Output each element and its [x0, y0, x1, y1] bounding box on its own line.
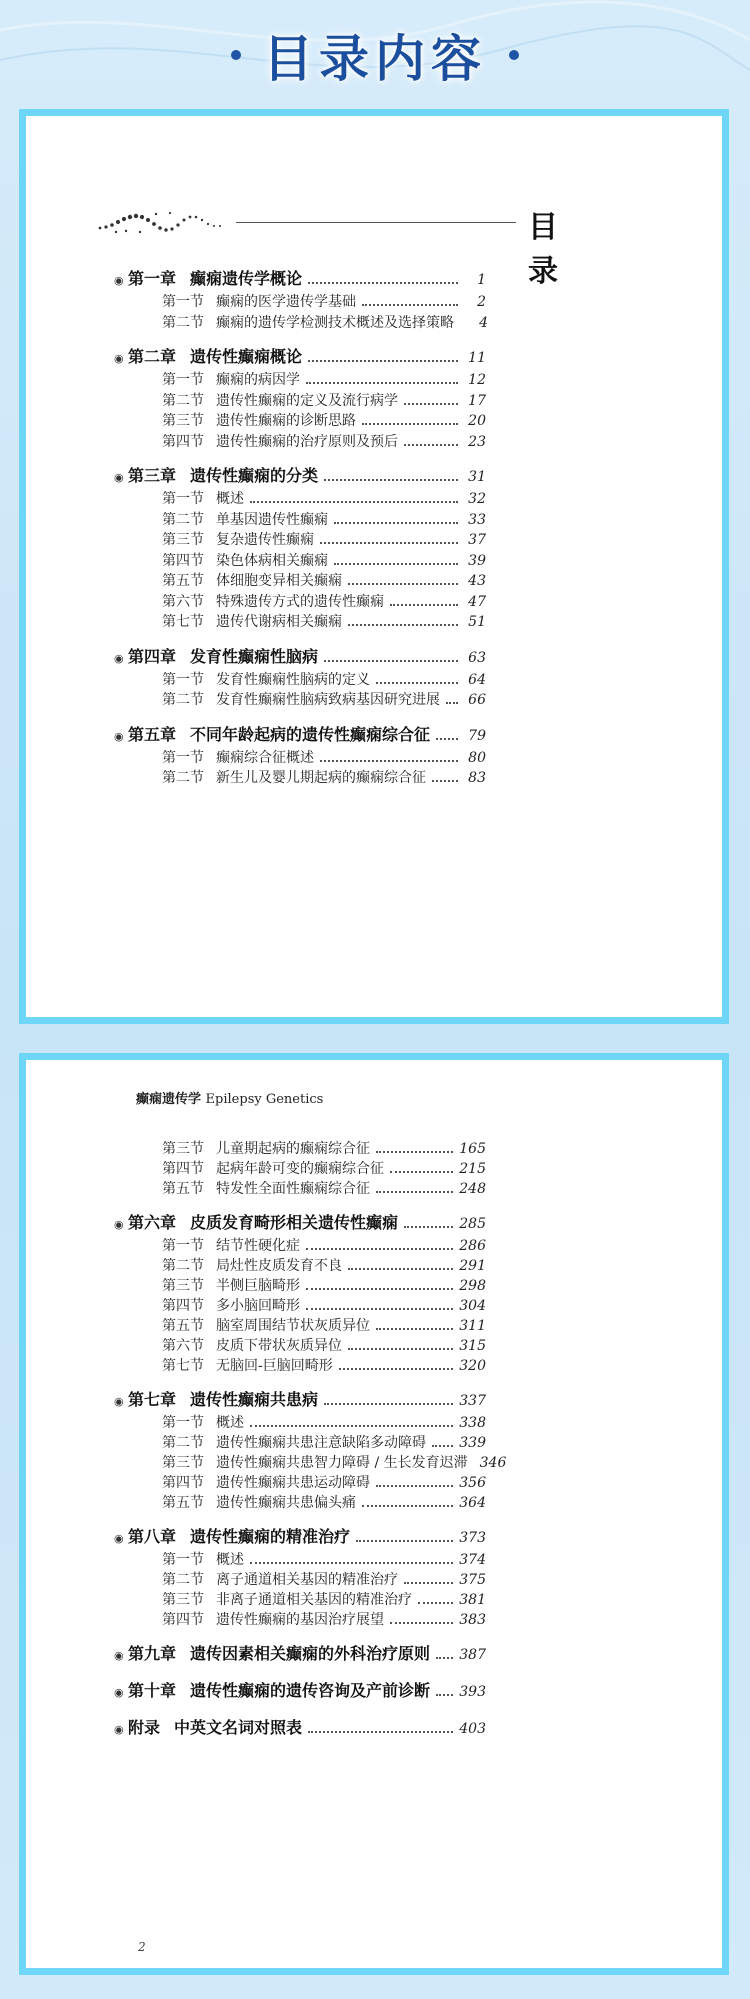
page-ref: 304	[459, 1298, 486, 1314]
section-number: 第一节	[162, 1415, 204, 1431]
dot-leader	[306, 1288, 453, 1290]
section-entry[interactable]	[162, 1355, 486, 1375]
dot-leader	[432, 1445, 453, 1447]
dot-leader	[348, 1348, 453, 1350]
dot-leader	[250, 1562, 453, 1564]
page-ref: 43	[468, 573, 486, 589]
section-number: 第二节	[162, 1572, 204, 1588]
dot-leader	[418, 1602, 453, 1604]
dot-leader	[376, 1191, 453, 1193]
chapter-title: 遗传性癫痫概论	[190, 347, 303, 366]
page-ref: 66	[468, 692, 486, 708]
running-head-cn: 癫痫遗传学	[136, 1092, 202, 1107]
section-entry[interactable]	[162, 1432, 486, 1452]
section-title: 体细胞变异相关癫痫	[216, 573, 342, 589]
section-number: 第一节	[162, 294, 204, 310]
section-entry[interactable]	[162, 431, 486, 451]
page-ref: 375	[459, 1572, 486, 1588]
chapter-number: 第七章	[128, 1390, 177, 1409]
page-ref: 51	[468, 614, 486, 630]
chapter-title: 遗传性癫痫的精准治疗	[190, 1527, 351, 1546]
page-ref: 11	[468, 350, 486, 366]
section-title: 局灶性皮质发育不良	[216, 1258, 342, 1274]
chapter-entry[interactable]	[114, 1387, 486, 1410]
chapter-entry[interactable]	[114, 1524, 486, 1547]
section-number: 第五节	[162, 573, 204, 589]
section-entry[interactable]	[162, 529, 486, 549]
section-number: 第三节	[162, 413, 204, 429]
section-number: 第六节	[162, 593, 204, 610]
dot-leader	[376, 1151, 453, 1153]
running-head	[136, 1088, 323, 1107]
section-number: 第二节	[162, 1435, 204, 1451]
bullet-icon: ◉	[114, 1218, 124, 1231]
page-ref: 291	[459, 1258, 486, 1274]
page-ref: 215	[459, 1161, 486, 1177]
dot-leader	[306, 1308, 453, 1310]
page-ref: 364	[459, 1495, 486, 1511]
page-ref: 12	[468, 372, 486, 388]
section-entry[interactable]	[162, 1452, 507, 1472]
chapter-title: 皮质发育畸形相关遗传性癫痫	[190, 1213, 399, 1232]
page-ref: 83	[468, 770, 486, 786]
section-number: 第四节	[162, 1298, 204, 1314]
section-number: 第二节	[162, 770, 204, 786]
section-title: 新生儿及婴儿期起病的癫痫综合征	[216, 770, 426, 786]
dot-leader	[362, 423, 458, 425]
bullet-icon: ◉	[114, 274, 124, 287]
page-ref: 286	[459, 1238, 486, 1254]
dot-leader	[306, 382, 458, 384]
section-entry[interactable]	[162, 611, 486, 631]
dot-leader	[348, 583, 458, 585]
page-ref: 339	[459, 1435, 486, 1451]
dot-leader	[250, 1425, 453, 1427]
chapter-entry[interactable]	[114, 1641, 486, 1664]
section-title: 脑室周围结节状灰质异位	[216, 1318, 370, 1334]
section-title: 儿童期起病的癫痫综合征	[216, 1141, 370, 1157]
page-ref: 47	[468, 593, 486, 610]
page-ref: 387	[459, 1647, 486, 1663]
section-title: 癫痫的病因学	[216, 372, 300, 388]
dot-leader	[356, 1540, 453, 1542]
bullet-icon: ◉	[114, 1649, 124, 1662]
section-title: 特发性全面性癫痫综合征	[216, 1181, 370, 1197]
dot-leader	[324, 479, 458, 481]
page-ref: 39	[468, 552, 486, 569]
chapter-title: 遗传性癫痫的分类	[190, 466, 319, 485]
section-number: 第四节	[162, 1161, 204, 1177]
section-title: 遗传性癫痫共患运动障碍	[216, 1475, 370, 1491]
page-ref: 320	[459, 1358, 486, 1374]
page-ref: 2	[477, 294, 486, 310]
dot-leader	[339, 1368, 454, 1370]
section-title: 无脑回-巨脑回畸形	[216, 1358, 333, 1374]
dot-leader	[320, 542, 458, 544]
section-entry[interactable]	[162, 1315, 486, 1335]
section-number: 第五节	[162, 1318, 204, 1334]
dot-leader	[390, 604, 458, 606]
section-title: 染色体病相关癫痫	[216, 552, 328, 569]
dot-leader	[390, 1622, 453, 1624]
bullet-icon: ◉	[114, 651, 124, 665]
page-ref: 80	[468, 749, 486, 766]
chapter-entry[interactable]	[114, 722, 486, 745]
dot-leader	[404, 403, 458, 405]
dot-leader	[324, 1403, 453, 1405]
page-ref: 356	[459, 1475, 486, 1491]
chapter-entry[interactable]	[114, 1678, 486, 1701]
dot-leader	[320, 760, 458, 762]
section-title: 半侧巨脑畸形	[216, 1278, 300, 1294]
chapter-entry[interactable]	[114, 344, 486, 367]
section-title: 复杂遗传性癫痫	[216, 532, 314, 548]
chapter-title: 遗传性癫痫的遗传咨询及产前诊断	[190, 1681, 431, 1700]
dot-leader	[376, 1328, 453, 1330]
chapter-entry[interactable]	[114, 1715, 486, 1738]
page-ref: 64	[468, 671, 486, 688]
section-number: 第一节	[162, 372, 204, 388]
section-entry[interactable]	[162, 291, 486, 311]
section-title: 遗传性癫痫的治疗原则及预后	[216, 433, 398, 450]
section-entry[interactable]	[162, 767, 486, 787]
section-entry[interactable]	[162, 1549, 486, 1569]
section-number: 第二节	[162, 1258, 204, 1274]
chapter-title: 遗传性癫痫共患病	[190, 1390, 319, 1409]
bullet-icon: ◉	[114, 1395, 124, 1408]
page-ref: 32	[468, 491, 486, 507]
section-number: 第一节	[162, 1552, 204, 1568]
page-ref: 337	[459, 1393, 486, 1409]
section-entry[interactable]	[162, 1158, 486, 1178]
page-ref: 4	[479, 314, 488, 331]
dot-leader	[334, 563, 458, 565]
dot-leader	[348, 1268, 453, 1270]
page-ref: 37	[468, 532, 486, 548]
banner-dot-right	[509, 50, 519, 60]
section-title: 离子通道相关基因的精准治疗	[216, 1572, 398, 1588]
section-number: 第四节	[162, 552, 204, 569]
section-title: 多小脑回畸形	[216, 1298, 300, 1314]
section-title: 非离子通道相关基因的精准治疗	[216, 1592, 412, 1608]
page-ref: 338	[459, 1415, 486, 1431]
section-number: 第二节	[162, 511, 204, 528]
section-title: 单基因遗传性癫痫	[216, 511, 328, 528]
section-entry[interactable]	[162, 689, 486, 709]
page-ref: 285	[459, 1216, 486, 1232]
chapter-entry[interactable]	[114, 266, 486, 289]
page-ref: 79	[468, 727, 486, 744]
page-ref: 315	[459, 1338, 486, 1354]
dot-leader	[404, 1582, 453, 1584]
section-number: 第二节	[162, 314, 204, 331]
section-title: 癫痫的医学遗传学基础	[216, 294, 356, 310]
section-title: 皮质下带状灰质异位	[216, 1338, 342, 1354]
dot-leader	[306, 1248, 453, 1250]
section-entry[interactable]	[162, 1295, 486, 1315]
page-ref: 31	[468, 469, 486, 485]
section-title: 概述	[216, 1552, 244, 1568]
chapter-title: 癫痫遗传学概论	[190, 269, 303, 288]
page-ref: 346	[479, 1455, 507, 1471]
bullet-icon: ◉	[114, 352, 124, 365]
chapter-number: 第一章	[128, 269, 177, 288]
chapter-number: 第十章	[128, 1681, 177, 1700]
banner-dot-left	[231, 50, 241, 60]
page-ref: 33	[468, 511, 486, 528]
section-entry[interactable]	[162, 669, 486, 689]
banner	[0, 0, 750, 110]
dot-leader	[432, 780, 458, 782]
section-entry[interactable]	[162, 369, 486, 389]
section-entry[interactable]	[162, 1472, 486, 1492]
section-entry[interactable]	[162, 1255, 486, 1275]
section-entry[interactable]	[162, 1492, 486, 1512]
section-title: 遗传性癫痫的定义及流行病学	[216, 392, 398, 409]
section-entry[interactable]	[162, 550, 486, 570]
heading-rule	[236, 222, 516, 223]
page-ref: 393	[459, 1684, 486, 1700]
chapter-number: 第五章	[128, 724, 177, 744]
chapter-title: 遗传因素相关癫痫的外科治疗原则	[190, 1644, 431, 1663]
section-title: 发育性癫痫性脑病的定义	[216, 671, 370, 688]
section-entry[interactable]	[162, 1412, 486, 1432]
section-title: 特殊遗传方式的遗传性癫痫	[216, 593, 384, 610]
dot-leader	[348, 624, 458, 626]
section-entry[interactable]	[162, 410, 486, 430]
page-ref: 23	[468, 433, 486, 450]
section-entry[interactable]	[162, 1138, 486, 1158]
page-ref: 248	[459, 1181, 486, 1197]
section-title: 癫痫综合征概述	[216, 749, 314, 766]
section-number: 第六节	[162, 1338, 204, 1354]
section-entry[interactable]	[162, 488, 486, 508]
page-ref: 311	[459, 1318, 486, 1334]
dot-leader	[308, 360, 458, 362]
chapter-number: 第八章	[128, 1527, 177, 1546]
toc-title: 目 录	[528, 210, 588, 289]
running-head-en: Epilepsy Genetics	[205, 1092, 324, 1107]
section-title: 结节性硬化症	[216, 1238, 300, 1254]
page-ref: 373	[459, 1530, 486, 1546]
section-title: 遗传性癫痫共患偏头痛	[216, 1495, 356, 1511]
section-entry[interactable]	[162, 1235, 486, 1255]
section-number: 第三节	[162, 1455, 204, 1471]
bullet-icon: ◉	[114, 1532, 124, 1545]
dot-leader	[436, 1694, 453, 1696]
section-title: 遗传代谢病相关癫痫	[216, 614, 342, 630]
chapter-entry[interactable]	[114, 644, 486, 667]
section-number: 第一节	[162, 749, 204, 766]
section-number: 第五节	[162, 1495, 204, 1511]
section-entry[interactable]	[162, 509, 486, 529]
page-ref: 17	[468, 392, 486, 409]
section-entry[interactable]	[162, 390, 486, 410]
dot-leader	[404, 1226, 453, 1228]
dot-leader	[446, 702, 458, 704]
section-title: 遗传性癫痫共患注意缺陷多动障碍	[216, 1435, 426, 1451]
dot-leader	[436, 738, 458, 740]
dot-leader	[404, 444, 458, 446]
section-number: 第一节	[162, 1238, 204, 1254]
section-entry[interactable]	[162, 312, 486, 332]
section-entry[interactable]	[162, 1589, 486, 1609]
chapter-number: 第九章	[128, 1644, 177, 1663]
section-title: 遗传性癫痫共患智力障碍 / 生长发育迟滞	[216, 1455, 468, 1471]
dot-leader	[436, 1657, 453, 1659]
bullet-icon: ◉	[114, 1686, 124, 1699]
section-number: 第四节	[162, 1475, 204, 1491]
section-number: 第七节	[162, 614, 204, 630]
page-ref: 1	[477, 272, 486, 288]
section-number: 第一节	[162, 491, 204, 507]
section-title: 遗传性癫痫的基因治疗展望	[216, 1612, 384, 1628]
section-entry[interactable]	[162, 747, 486, 767]
bullet-icon: ◉	[114, 1723, 124, 1736]
page-ref: 374	[459, 1552, 486, 1568]
section-title: 遗传性癫痫的诊断思路	[216, 413, 356, 429]
chapter-entry[interactable]	[114, 463, 486, 486]
bullet-icon: ◉	[114, 729, 124, 743]
section-entry[interactable]	[162, 1569, 486, 1589]
page-ref: 298	[459, 1278, 486, 1294]
chapter-number: 第六章	[128, 1213, 177, 1232]
chapter-entry[interactable]	[114, 1210, 486, 1233]
dot-leader	[362, 1505, 453, 1507]
section-number: 第五节	[162, 1181, 204, 1197]
section-entry[interactable]	[162, 1335, 486, 1355]
dot-leader	[376, 682, 458, 684]
section-entry[interactable]	[162, 591, 486, 611]
dot-leader	[362, 304, 458, 306]
page-ref: 20	[468, 413, 486, 429]
chapter-title: 不同年龄起病的遗传性癫痫综合征	[190, 724, 431, 744]
toc-page-2	[19, 1053, 729, 1975]
section-number: 第二节	[162, 692, 204, 708]
toc-page-1	[19, 109, 729, 1024]
section-number: 第三节	[162, 1278, 204, 1294]
dot-leader	[308, 282, 458, 284]
dot-leader	[308, 1731, 453, 1733]
page-number: 2	[138, 1940, 146, 1954]
chapter-number: 第三章	[128, 466, 177, 485]
dot-leader	[324, 660, 458, 662]
dot-leader	[376, 1485, 453, 1487]
section-entry[interactable]	[162, 1178, 486, 1198]
dot-leader	[334, 522, 458, 524]
page-ref: 165	[459, 1141, 486, 1157]
section-title: 概述	[216, 1415, 244, 1431]
section-entry[interactable]	[162, 1275, 486, 1295]
section-number: 第三节	[162, 1592, 204, 1608]
chapter-title: 中英文名词对照表	[174, 1718, 303, 1737]
section-number: 第七节	[162, 1358, 204, 1374]
chapter-number: 第二章	[128, 347, 177, 366]
section-number: 第三节	[162, 532, 204, 548]
section-number: 第二节	[162, 392, 204, 409]
bullet-icon: ◉	[114, 471, 124, 484]
chapter-number: 附录	[128, 1718, 161, 1737]
chapter-title: 发育性癫痫性脑病	[190, 646, 319, 666]
section-entry[interactable]	[162, 570, 486, 590]
dot-leader	[250, 501, 458, 503]
section-title: 概述	[216, 491, 244, 507]
section-number: 第一节	[162, 671, 204, 688]
page-ref: 403	[459, 1721, 486, 1737]
section-number: 第三节	[162, 1141, 204, 1157]
banner-title: 目录内容	[263, 30, 487, 88]
page-ref: 63	[468, 649, 486, 666]
section-entry[interactable]	[162, 1609, 486, 1629]
section-number: 第四节	[162, 1612, 204, 1628]
section-title: 发育性癫痫性脑病致病基因研究进展	[216, 692, 440, 708]
page-ref: 381	[459, 1592, 486, 1608]
section-title: 起病年龄可变的癫痫综合征	[216, 1161, 384, 1177]
page-ref: 383	[459, 1612, 486, 1628]
section-title: 癫痫的遗传学检测技术概述及选择策略	[216, 314, 454, 331]
dot-leader	[390, 1171, 453, 1173]
ornament-icon	[96, 202, 226, 242]
section-number: 第四节	[162, 433, 204, 450]
chapter-number: 第四章	[128, 646, 177, 666]
